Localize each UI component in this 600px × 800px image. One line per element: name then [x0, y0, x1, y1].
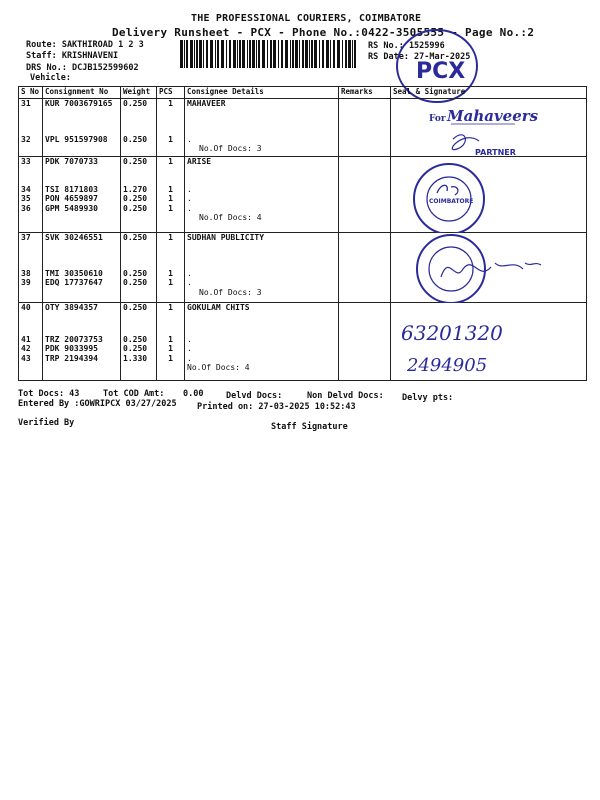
barcode-bar: [309, 40, 310, 68]
barcode-bar: [196, 40, 198, 68]
barcode-bar: [258, 40, 260, 68]
barcode-bar: [247, 40, 248, 68]
runsheet-title: Delivery Runsheet - PCX - Phone No.:0422-3505555 - Page No.:2: [112, 26, 535, 39]
printed-on: Printed on: 27-03-2025 10:52:43: [197, 402, 356, 412]
barcode-bar: [215, 40, 216, 68]
consignee-name: SUDHAN PUBLICITY: [187, 233, 265, 242]
col-pcs: PCS: [157, 87, 185, 99]
col-seal: Seal & Signature: [391, 87, 587, 99]
total-cod-value: 0.00: [183, 389, 204, 399]
barcode-bar: [226, 40, 227, 68]
barcode-bar: [233, 40, 236, 68]
col-weight: Weight: [121, 87, 157, 99]
staff-label: Staff: KRISHNAVENI: [26, 51, 119, 61]
table-header-row: [19, 87, 587, 99]
barcode-bar: [262, 40, 265, 68]
docs-count: No.Of Docs: 3: [199, 144, 262, 153]
barcode-bar: [299, 40, 300, 68]
barcode-bar: [210, 40, 213, 68]
svg-text:Mahaveers: Mahaveers: [447, 107, 539, 125]
barcode-bar: [311, 40, 313, 68]
barcode-bar: [319, 40, 320, 68]
rs-date: RS Date: 27-Mar-2025: [368, 52, 471, 62]
barcode-bar: [229, 40, 231, 68]
barcode-bar: [199, 40, 202, 68]
barcode-bar: [345, 40, 347, 68]
arise-stamp: [391, 157, 581, 233]
entered-by: Entered By :GOWRIPCX 03/27/2025: [18, 399, 177, 409]
barcode-bar: [237, 40, 238, 68]
barcode-bar: [194, 40, 195, 68]
barcode-bar: [190, 40, 193, 68]
non-delivered-docs: Non Delvd Docs:: [307, 391, 384, 401]
barcode-bar: [314, 40, 317, 68]
barcode-bar: [292, 40, 294, 68]
docs-count: No.Of Docs: 4: [199, 213, 262, 222]
barcode-bar: [285, 40, 288, 68]
barcode-bar: [278, 40, 279, 68]
barcode-bar: [290, 40, 291, 68]
barcode-bar: [270, 40, 272, 68]
barcode-bar: [186, 40, 188, 68]
barcode-bar: [330, 40, 331, 68]
consignee-name: MAHAVEER: [187, 99, 226, 108]
sudhan-stamp: [391, 233, 581, 303]
svg-text:For: For: [429, 114, 446, 124]
barcode-bar: [206, 40, 208, 68]
col-consignee: Consignee Details: [185, 87, 339, 99]
barcode-bar: [354, 40, 356, 68]
consignee-name: ARISE: [187, 157, 212, 166]
barcode-bar: [221, 40, 224, 68]
total-cod-label: Tot COD Amt:: [103, 389, 165, 399]
vehicle-label: Vehicle:: [30, 73, 71, 83]
handwritten-note-1: 63201320: [401, 321, 503, 345]
mahaveers-stamp: [391, 99, 581, 157]
barcode-bar: [217, 40, 219, 68]
total-docs: Tot Docs: 43: [18, 389, 80, 399]
verified-by: Verified By: [18, 418, 75, 428]
barcode-bar: [242, 40, 245, 68]
svg-text:PARTNER: PARTNER: [475, 148, 516, 157]
col-consignment: Consignment No: [43, 87, 121, 99]
barcode-bar: [184, 40, 185, 68]
svg-text:PCX: PCX: [416, 59, 466, 84]
consignee-name: GOKULAM CHITS: [187, 303, 250, 312]
col-remarks: Remarks: [339, 87, 391, 99]
barcode-bar: [295, 40, 298, 68]
docs-count: No.Of Docs: 4: [187, 363, 250, 372]
svg-text:COIMBATORE: COIMBATORE: [429, 198, 474, 205]
barcode-bar: [273, 40, 276, 68]
barcode-bar: [337, 40, 340, 68]
barcode-bar: [239, 40, 241, 68]
consignment-group: 37 38 39 SVK 30246551 TMI 30350610 EDQ 17737647 0.250 0.250 0.250 1 1 1 SUDHAN PUBLICITY . . No.Of Docs: 3: [19, 233, 587, 303]
barcode-bar: [249, 40, 251, 68]
barcode-bar: [348, 40, 351, 68]
barcode-bar: [180, 40, 183, 68]
consignment-group: 33 34 35 36 PDK 7070733 TSI 8171803 PON 4659897 GPM 5489930 0.250 1.270 0.250 0.250 1 1 1 1 ARISE . . . No.Of Docs: 4 COIMBATORE: [19, 157, 587, 233]
barcode-bar: [326, 40, 329, 68]
barcode-bar: [252, 40, 255, 68]
barcode-bar: [322, 40, 324, 68]
route-label: Route: SAKTHIROAD 1 2 3: [26, 40, 144, 50]
handwritten-note-2: 2494905: [407, 355, 488, 376]
barcode-bar: [256, 40, 257, 68]
rs-number: RS No.: 1525996: [368, 41, 445, 51]
staff-signature: Staff Signature: [271, 422, 348, 432]
docs-count: No.Of Docs: 3: [199, 287, 262, 297]
delivery-points: Delvy pts:: [402, 393, 454, 403]
barcode-bar: [342, 40, 343, 68]
barcode-bar: [302, 40, 304, 68]
drs-number: DRS No.: DCJB152599602: [26, 63, 139, 73]
runsheet-table: [18, 86, 587, 381]
barcode-bar: [267, 40, 268, 68]
barcode-bar: [333, 40, 335, 68]
col-sno: S No: [19, 87, 43, 99]
company-name: THE PROFESSIONAL COURIERS, COIMBATORE: [191, 13, 422, 24]
barcode-bar: [305, 40, 308, 68]
consignment-group: 40 41 42 43 OTY 3894357 TRZ 20073753 PDK 9033995 TRP 2194394 0.250 0.250 0.250 1.330 1 1 1 1 GOKULAM CHITS . . . No.Of Docs: 4 63201320 2494905: [19, 303, 587, 381]
barcode-bar: [352, 40, 353, 68]
barcode: [180, 40, 360, 68]
barcode-bar: [203, 40, 204, 68]
barcode-bar: [281, 40, 283, 68]
consignment-group: 31 32 KUR 7003679165 VPL 951597908 0.250 0.250 1 1 MAHAVEER . No.Of Docs: 3 For Mahaveers PARTNER: [19, 99, 587, 157]
delivered-docs: Delvd Docs:: [226, 391, 283, 401]
